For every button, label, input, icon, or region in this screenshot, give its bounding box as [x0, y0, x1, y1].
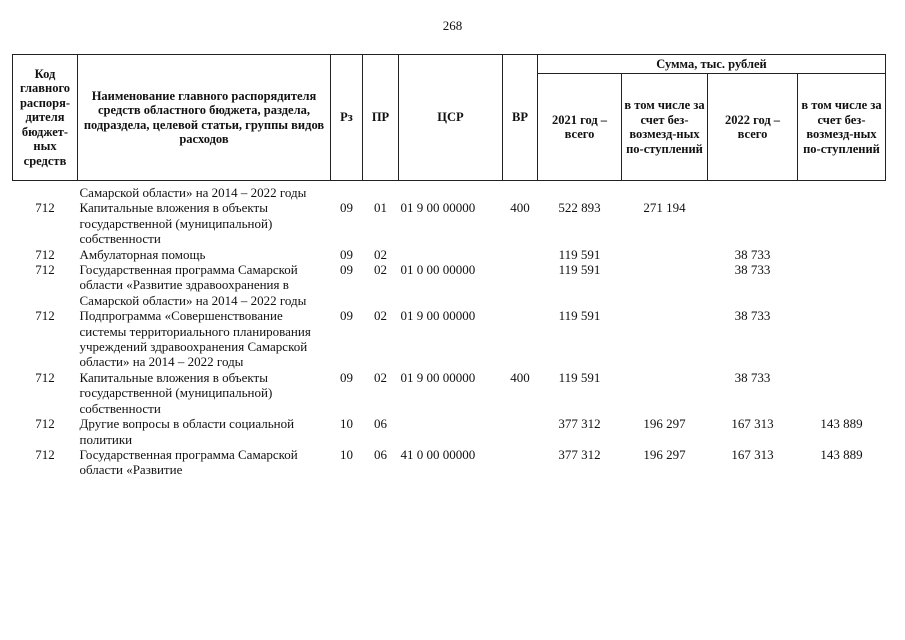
cell-rz: 09 [340, 262, 353, 278]
cell-2021-total: 522 893 [558, 200, 601, 216]
cell-2022-total: 167 313 [731, 446, 774, 462]
cell-code: 712 [35, 446, 55, 462]
cell-2021-total: 119 591 [558, 369, 601, 385]
cell-rz: 10 [340, 416, 353, 432]
cell-vr: 400 [510, 200, 530, 216]
cell-pr: 06 [374, 446, 387, 462]
cell-2021-total [538, 181, 622, 201]
cell-rz: 09 [340, 369, 353, 385]
cell-pr [363, 181, 399, 201]
cell-rz: 09 [340, 200, 353, 216]
cell-vr [503, 416, 538, 447]
cell-pr: 02 [374, 262, 387, 278]
cell-2021-total: 119 591 [558, 308, 601, 324]
cell-pr: 02 [374, 369, 387, 385]
cell-2022-free [798, 370, 886, 416]
cell-2021-free: 271 194 [643, 200, 686, 216]
cell-2022-total: 38 733 [734, 369, 771, 385]
cell-code: 712 [35, 246, 55, 262]
cell-code: 712 [35, 308, 55, 324]
cell-csr [399, 416, 503, 447]
cell-2022-free [798, 308, 886, 370]
cell-csr: 01 9 00 00000 [400, 369, 476, 385]
cell-name: Капитальные вложения в объекты государственной (муниципальной) собственности [79, 200, 273, 247]
cell-csr [399, 181, 503, 201]
cell-rz: 09 [340, 246, 353, 262]
header-2022-free: в том числе за счет без-возмезд-ных по-ступлений [798, 74, 886, 181]
cell-2022-free [798, 262, 886, 308]
table-row [13, 262, 886, 308]
cell-pr: 01 [374, 200, 387, 216]
table-row [13, 370, 886, 416]
cell-pr: 02 [374, 246, 387, 262]
cell-2022-free: 143 889 [820, 416, 863, 432]
cell-2021-free [622, 370, 708, 416]
cell-csr: 01 9 00 00000 [400, 200, 476, 216]
cell-2022-total: 38 733 [734, 308, 771, 324]
cell-2021-free: 196 297 [643, 416, 686, 432]
cell-2022-total [708, 200, 798, 246]
cell-2021-total: 377 312 [558, 416, 601, 432]
budget-table [12, 54, 886, 478]
cell-vr [503, 247, 538, 262]
cell-2021-free [622, 262, 708, 308]
cell-vr [503, 447, 538, 478]
cell-2022-free [798, 247, 886, 262]
cell-name: Другие вопросы в области социальной политики [79, 416, 295, 447]
table-row [13, 247, 886, 262]
cell-pr: 02 [374, 308, 387, 324]
table-row [13, 181, 886, 201]
cell-name: Самарской области» на 2014 – 2022 годы [79, 185, 307, 200]
cell-2022-total: 167 313 [731, 416, 774, 432]
cell-code: 712 [35, 369, 55, 385]
cell-csr: 01 0 00 00000 [400, 262, 476, 278]
cell-rz: 10 [340, 446, 353, 462]
cell-2021-total: 377 312 [558, 446, 601, 462]
cell-2021-free: 196 297 [643, 446, 686, 462]
header-name: Наименование главного распорядителя средств областного бюджета, раздела, подраздела, целевой статьи, группы видов расходов [78, 55, 331, 181]
header-pr: ПР [363, 55, 399, 181]
cell-2022-total: 38 733 [734, 246, 771, 262]
cell-vr: 400 [510, 369, 530, 385]
cell-pr: 06 [374, 416, 387, 432]
cell-2022-free: 143 889 [820, 446, 863, 462]
table-row [13, 447, 886, 478]
page-number: 268 [442, 18, 463, 33]
header-2021-total: 2021 год – всего [538, 74, 622, 181]
header-2022-total: 2022 год – всего [708, 74, 798, 181]
header-code: Код главного распоря-дителя бюджет-ных средств [13, 55, 78, 181]
cell-2021-total: 119 591 [558, 262, 601, 278]
cell-csr: 01 9 00 00000 [400, 308, 476, 324]
header-rz: Рз [331, 55, 363, 181]
table-row [13, 308, 886, 370]
cell-2022-free [798, 200, 886, 246]
cell-code: 712 [35, 200, 55, 216]
cell-2022-total [708, 181, 798, 201]
header-vr: ВР [503, 55, 538, 181]
cell-csr [399, 247, 503, 262]
cell-name: Подпрограмма «Совершенствование системы территориального планирования учреждений здравоохранения Самарской области» на 2014 – 2022 годы [79, 308, 311, 370]
cell-name: Амбулаторная помощь [79, 246, 206, 262]
cell-vr [503, 262, 538, 308]
cell-csr: 41 0 00 00000 [400, 446, 476, 462]
table-row [13, 416, 886, 447]
cell-name: Государственная программа Самарской области «Развитие здравоохранения в Самарской области» на 2014 – 2022 годы [79, 262, 307, 308]
header-sum: Сумма, тыс. рублей [538, 55, 886, 74]
cell-name: Государственная программа Самарской области «Развитие [79, 446, 298, 478]
cell-vr [503, 181, 538, 201]
table-row [13, 200, 886, 246]
cell-2022-total: 38 733 [734, 262, 771, 278]
header-2021-free: в том числе за счет без-возмезд-ных по-ступлений [622, 74, 708, 181]
cell-2021-free [622, 181, 708, 201]
cell-name: Капитальные вложения в объекты государственной (муниципальной) собственности [79, 369, 273, 416]
cell-2021-free [622, 247, 708, 262]
cell-2022-free [798, 181, 886, 201]
cell-2021-free [622, 308, 708, 370]
cell-rz [331, 181, 363, 201]
cell-vr [503, 308, 538, 370]
cell-code: 712 [35, 262, 55, 278]
cell-2021-total: 119 591 [558, 246, 601, 262]
cell-rz: 09 [340, 308, 353, 324]
cell-code [13, 181, 78, 201]
header-csr: ЦСР [399, 55, 503, 181]
cell-code: 712 [35, 416, 55, 432]
